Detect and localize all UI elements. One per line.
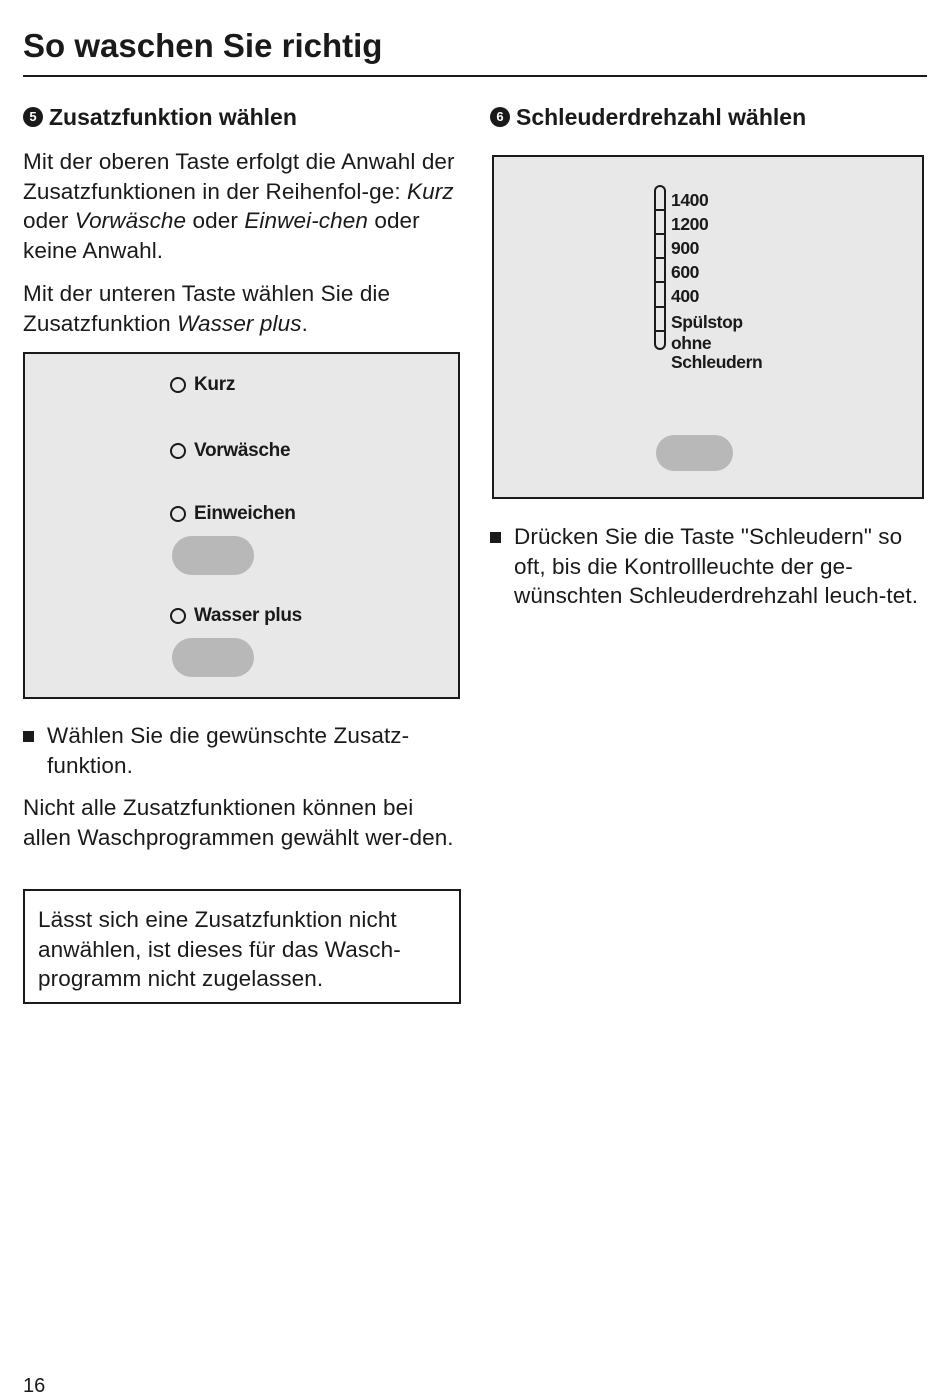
- speed-label: 600: [671, 262, 699, 282]
- option-label: Wasser plus: [194, 605, 302, 626]
- text-run: Mit der oberen Taste erfolgt die Anwahl der Zusatzfunktionen in der Reihenfol-ge:: [23, 149, 455, 204]
- bullet-text: Wählen Sie die gewünschte Zusatz-funktion.: [47, 723, 410, 778]
- option-wasser-plus: [170, 605, 302, 627]
- section-heading-text: Schleuderdrehzahl wählen: [516, 104, 807, 130]
- section-heading-text: Zusatzfunktion wählen: [49, 104, 297, 130]
- term-einweichen: Einwei-chen: [244, 208, 368, 233]
- spin-speed-list: [654, 185, 762, 374]
- indicator-light-icon: [170, 443, 186, 459]
- indicator-light-icon: [170, 608, 186, 624]
- speed-label: 400: [671, 286, 699, 306]
- speed-option-1200: [654, 209, 762, 233]
- speed-option-600: [654, 257, 762, 281]
- indicator-light-icon: [654, 185, 666, 209]
- option-vorwaesche: [170, 440, 290, 462]
- indicator-light-icon: [654, 306, 666, 330]
- indicator-light-icon: [654, 209, 666, 233]
- speed-label: Schleudern: [671, 352, 763, 372]
- speed-option-ohne-schleudern: [654, 330, 762, 374]
- option-einweichen: [170, 503, 296, 525]
- speed-option-spuelstop: [654, 306, 762, 330]
- spin-speed-panel: [492, 155, 924, 499]
- speed-label: 1400: [671, 190, 709, 210]
- indicator-light-icon: [654, 257, 666, 281]
- lower-button-paragraph: [23, 279, 463, 338]
- section-heading-zusatzfunktion: [23, 102, 297, 132]
- bullet-text: Drücken Sie die Taste "Schleudern" so oft, bis die Kontrollleuchte der ge-wünschten Schleuderdrehzahl leuch-tet.: [514, 524, 919, 608]
- speed-label: 900: [671, 238, 699, 258]
- term-vorwaesche: Vorwäsche: [74, 208, 187, 233]
- spin-button[interactable]: [656, 435, 733, 471]
- indicator-light-icon: [654, 233, 666, 257]
- text-run: oder: [186, 208, 245, 233]
- title-divider: [23, 75, 927, 77]
- speed-option-1400: [654, 185, 762, 209]
- option-label: Kurz: [194, 374, 236, 395]
- speed-label: Spülstop: [671, 312, 743, 332]
- page-title: So waschen Sie richtig: [23, 27, 383, 64]
- text-run: oder keine Anwahl.: [23, 208, 420, 263]
- note-box: [23, 889, 461, 1004]
- text-run: Mit der unteren Taste wählen Sie die Zusatzfunktion: [23, 281, 391, 336]
- speed-label-multiline: [671, 334, 762, 372]
- indicator-light-icon: [170, 506, 186, 522]
- section-heading-schleuderdrehzahl: [490, 102, 806, 132]
- term-wasser-plus: Wasser plus: [177, 310, 302, 336]
- spin-instruction-bullet: [490, 522, 930, 611]
- speed-label: 1200: [671, 214, 709, 234]
- step-number-badge: 5: [23, 107, 43, 127]
- term-kurz: Kurz: [407, 178, 454, 204]
- step-number-badge: 6: [490, 107, 510, 127]
- text-run: .: [301, 310, 308, 336]
- instruction-bullet: [23, 721, 453, 780]
- upper-function-button[interactable]: [172, 536, 254, 575]
- bullet-square-icon: [23, 731, 34, 742]
- lower-function-button[interactable]: [172, 638, 254, 677]
- speed-option-900: [654, 233, 762, 257]
- option-label: Vorwäsche: [194, 440, 291, 461]
- speed-option-400: [654, 281, 762, 306]
- bullet-square-icon: [490, 532, 501, 543]
- indicator-light-icon: [170, 377, 186, 393]
- page-number: 16: [23, 1375, 46, 1397]
- extra-function-panel: [23, 352, 460, 699]
- indicator-light-icon: [654, 281, 666, 306]
- speed-label: ohne: [671, 333, 712, 353]
- indicator-light-icon: [654, 330, 666, 350]
- availability-paragraph: Nicht alle Zusatzfunktionen können bei allen Waschprogrammen gewählt wer-den.: [23, 795, 454, 850]
- option-label: Einweichen: [194, 503, 296, 524]
- text-run: oder: [23, 208, 75, 233]
- option-kurz: [170, 374, 235, 396]
- note-text: Lässt sich eine Zusatzfunktion nicht anwählen, ist dieses für das Wasch-programm nicht zugelassen.: [38, 907, 401, 991]
- intro-paragraph: [23, 147, 463, 265]
